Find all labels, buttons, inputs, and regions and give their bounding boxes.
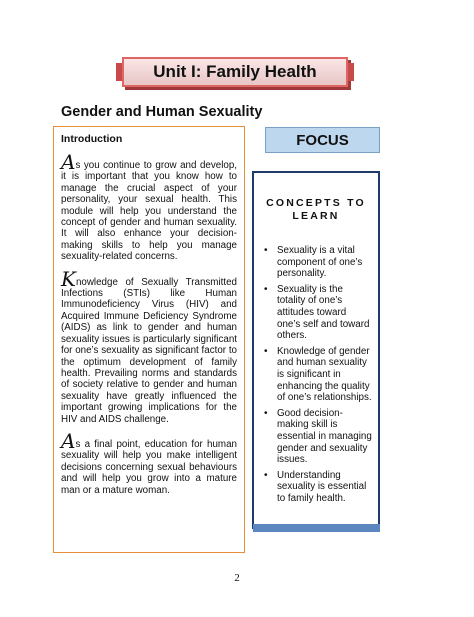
dropcap: K [61, 266, 76, 291]
concept-item: • Sexuality is a vital component of one’s personality. [277, 245, 372, 280]
banner-tab-left [116, 63, 122, 81]
paragraph-text: s a final point, education for human sexuality will help you make intelligent decisions concerning sexual behaviours and will help you grow into a mature man or a mature woman. [61, 438, 237, 496]
focus-box [265, 127, 380, 153]
concept-item: • Knowledge of gender and human sexuality is significant in enhancing the quality of one’s relationships. [277, 346, 372, 404]
concepts-title-line1: CONCEPTS TO [266, 197, 366, 209]
concepts-list [260, 245, 372, 504]
intro-paragraph [61, 428, 237, 496]
dropcap: A [61, 150, 76, 174]
concepts-bottom-bar [253, 524, 380, 532]
concept-item: • Understanding sexuality is essential to family health. [277, 470, 372, 505]
focus-label: FOCUS [296, 131, 349, 149]
paragraph-text: s you continue to grow and develop, it is important that you know how to manage the crucial aspect of your personality, your sexual health. This module will help you understand the concept of gender and human sexuality. It will also enhance your decision-making skills to help you manage sexuality-related concerns. [61, 160, 237, 263]
unit-banner [122, 57, 348, 87]
concepts-box [252, 171, 380, 529]
concepts-title [260, 197, 372, 223]
section-title: Gender and Human Sexuality [61, 104, 263, 120]
concept-item: • Sexuality is the totality of one’s attitudes toward one’s self and toward others. [277, 284, 372, 342]
concept-item: • Good decision-making skill is essential in managing gender and sexuality issues. [277, 408, 372, 466]
page-number: 2 [234, 572, 240, 584]
concepts-title-line2: LEARN [292, 210, 340, 222]
paragraph-text: nowledge of Sexually Transmitted Infections (STIs) like Human Immunodeficiency Virus (HIV) and Acquired Immune Deficiency Syndrome (AIDS) as link to gender and human sexuality issues is particularly significant for one’s sexuality as significant factor to the optimum development of family health. Prevailing norms and standards of society relative to gender and human sexuality have greatly influenced the important growing implications for the HIV and AIDS challenge. [61, 276, 237, 425]
dropcap: A [61, 428, 76, 453]
unit-title: Unit I: Family Health [153, 62, 317, 81]
banner-tab-right [348, 63, 354, 81]
intro-paragraph [61, 266, 237, 425]
introduction-box [53, 126, 245, 553]
introduction-heading: Introduction [61, 133, 123, 145]
intro-paragraph [61, 150, 237, 263]
